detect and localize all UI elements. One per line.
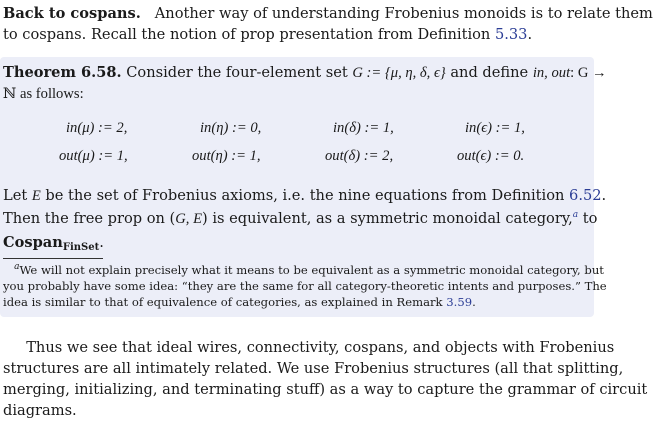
remark-link-3-59[interactable]: 3.59 [446,295,473,309]
theorem-line4 [3,208,598,230]
footnote-text3: idea is similar to that of equivalence of categories, as explained in Remark [3,295,443,309]
eq-in-epsilon: in(ϵ) := 1, [465,120,525,136]
footnote-line1 [3,262,604,278]
theorem-text2: ℕ as follows: [3,86,84,102]
para2-line1 [3,337,615,358]
para2-line2 [3,358,624,379]
cospan-subscript: FinSet [62,242,100,253]
eq-in-mu: in(μ) := 2, [66,120,128,136]
theorem-line2 [3,83,591,105]
para1-line2 [3,24,591,45]
footnote-marker[interactable]: a [572,210,579,221]
theorem-text4a: Then the free prop on ( [3,210,176,227]
eq-out-epsilon: out(ϵ) := 0. [457,148,525,164]
eq-in-eta: in(η) := 0, [200,120,262,136]
theorem-period5: . [99,234,104,251]
theorem-line1 [3,62,607,84]
footnote-period: . [472,295,476,309]
footnote-rule [3,258,103,259]
theorem-line3 [3,185,607,207]
para2-text4: diagrams. [3,402,77,419]
theorem-period3: . [601,187,607,204]
footnote-line2 [3,278,607,294]
eq-out-delta: out(δ) := 2, [325,148,394,164]
para1-heading: Back to cospans. [3,5,141,22]
para2-text2: structures are all intimately related. We use Frobenius structures (all that splitting, [3,360,624,377]
para2-text3: merging, initializing, and terminating stuff) as a way to capture the grammar of circuit [3,381,648,398]
theorem-fn-sig: : G → [570,65,607,81]
definition-link-6-52[interactable]: 6.52 [569,187,602,204]
theorem-pair-ge: G, E [175,211,203,227]
theorem-text1b: and define [450,64,529,81]
eq-in-delta: in(δ) := 1, [333,120,394,136]
footnote-text1: We will not explain precisely what it means to be equivalent as a symmetric monoidal category, but [19,263,604,277]
footnote-mark: a [14,262,20,273]
eq-out-mu: out(μ) := 1, [59,148,128,164]
theorem-text4c: to [582,210,598,227]
footnote-text2: you probably have some idea: “they are the same for all category-theoretic intents and purposes.” The [3,279,607,293]
theorem-line5 [3,232,591,258]
theorem-set-g: G := {μ, η, δ, ϵ} [352,65,446,81]
footnote-line3 [3,294,591,310]
theorem-text3a: Let [3,187,28,204]
theorem-text4b: ) is equivalent, as a symmetric monoidal category, [202,210,573,227]
para1-text2: to cospans. Recall the notion of prop presentation from Definition [3,26,491,43]
theorem-text3b: be the set of Frobenius axioms, i.e. the nine equations from Definition [45,187,565,204]
theorem-fn-names: in, out [532,65,571,81]
theorem-label: Theorem 6.58. [3,64,122,81]
definition-link-5-33[interactable]: 5.33 [494,26,528,43]
para2-line3 [3,379,648,400]
para2-text1: Thus we see that ideal wires, connectivity, cospans, and objects with Frobenius [26,339,615,356]
para1-text1: Another way of understanding Frobenius monoids is to relate them [154,5,653,22]
para1-line1 [3,3,653,24]
para1-period: . [527,26,533,43]
para2-line4 [3,400,591,421]
theorem-text1a: Consider the four-element set [126,64,348,81]
cospan-label: Cospan [3,234,63,251]
eq-out-eta: out(η) := 1, [192,148,261,164]
theorem-set-e: E [31,188,41,204]
